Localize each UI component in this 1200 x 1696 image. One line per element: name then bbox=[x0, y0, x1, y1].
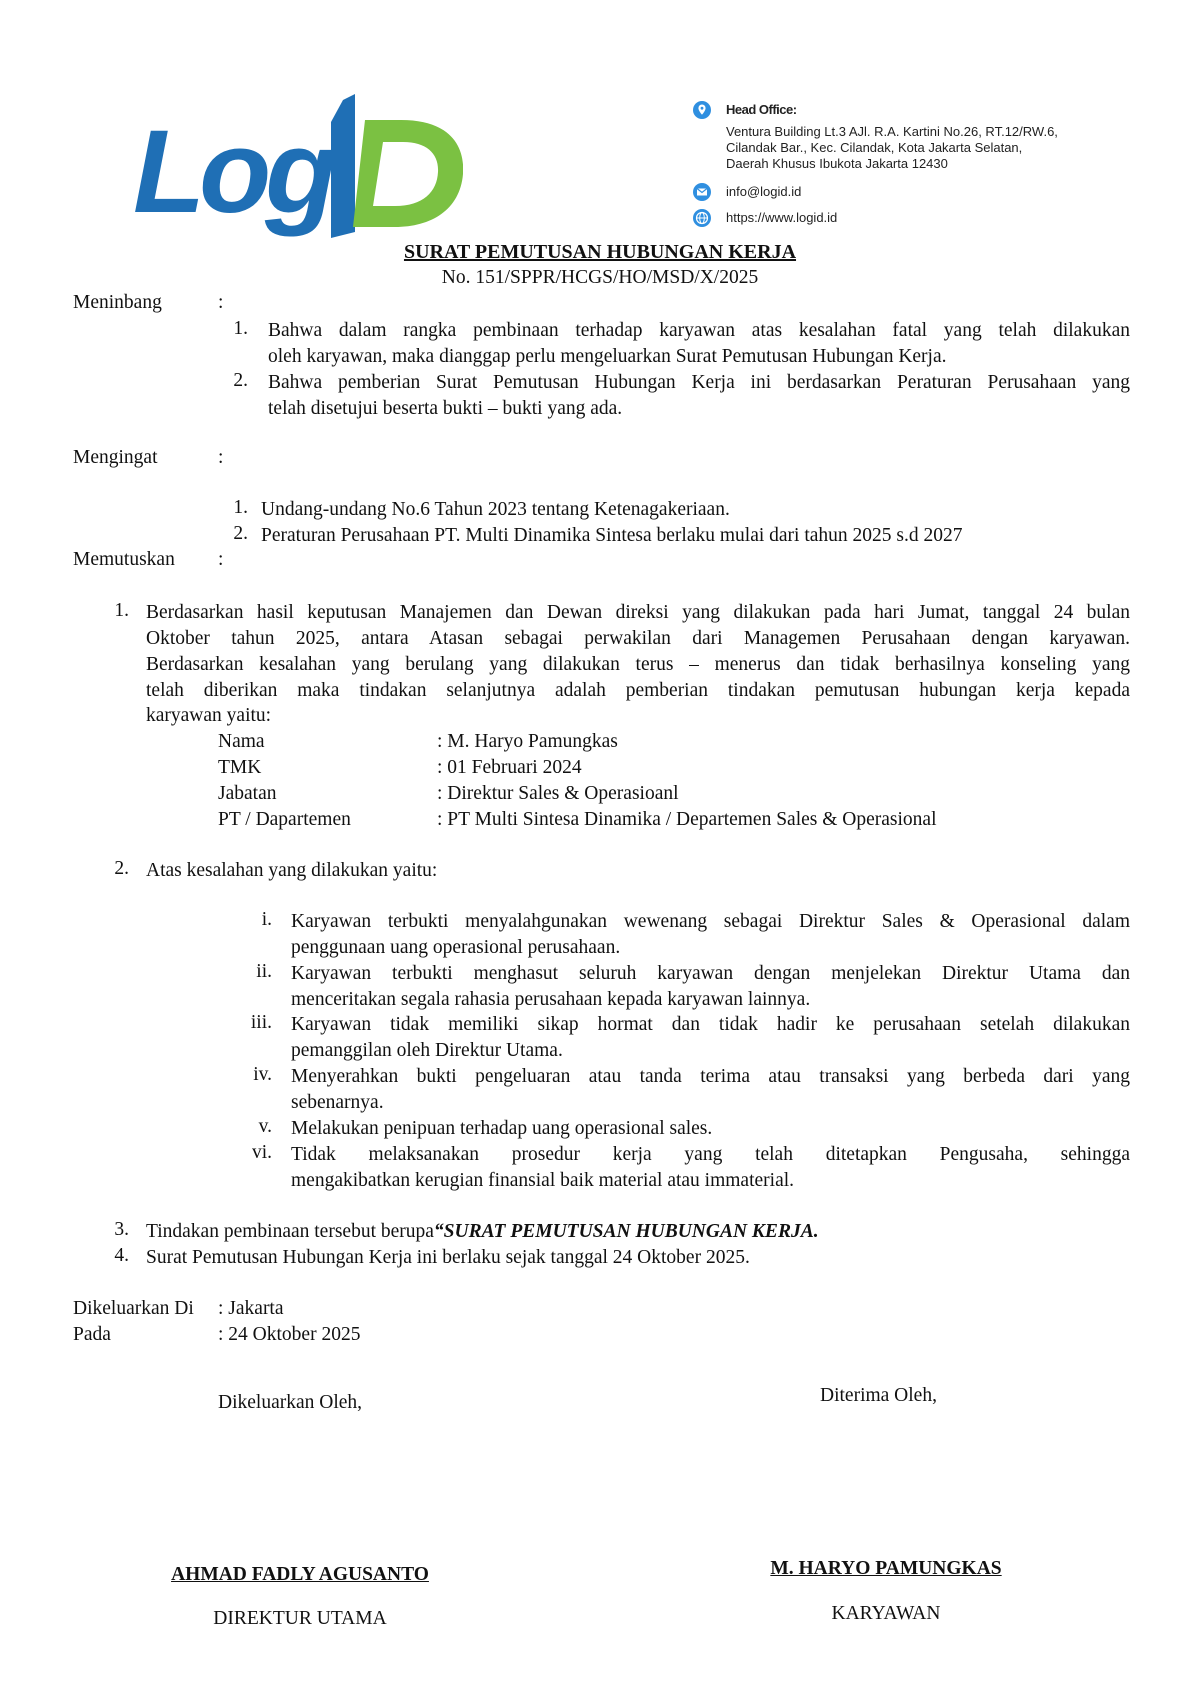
mengingat-2-num: 2. bbox=[233, 523, 248, 544]
decision-1-line-4: telah diberikan maka tindakan selanjutnya adalah pemberian tindakan pemutusan hubungan kerja kepada bbox=[146, 680, 1130, 701]
fault-5-line-1: Melakukan penipuan terhadap uang operasional sales. bbox=[291, 1118, 713, 1139]
fault-3-line-1: Karyawan tidak memiliki sikap hormat dan tidak hadir ke perusahaan setelah dilakukan bbox=[291, 1014, 1130, 1035]
fault-2-line-2: menceritakan segala rahasia perusahaan kepada karyawan lainnya. bbox=[291, 989, 811, 1010]
logid-logo bbox=[133, 92, 463, 242]
issued-place-value: : Jakarta bbox=[218, 1298, 284, 1319]
employee-name-value: : M. Haryo Pamungkas bbox=[437, 731, 618, 752]
issued-date-label: Pada bbox=[73, 1324, 111, 1345]
email-link[interactable]: info@logid.id bbox=[726, 184, 802, 199]
head-office-label: Head Office: bbox=[726, 102, 797, 117]
fault-6-line-2: mengakibatkan kerugian finansial baik material atau immaterial. bbox=[291, 1170, 795, 1191]
fault-2-line-1: Karyawan terbukti menghasut seluruh karyawan dengan menjelekan Direktur Utama dan bbox=[291, 963, 1130, 984]
employee-position-value: : Direktur Sales & Operasioanl bbox=[437, 783, 679, 804]
receiver-name: M. HARYO PAMUNGKAS bbox=[770, 1558, 1002, 1579]
address-line-2: Cilandak Bar., Kec. Cilandak, Kota Jakarta Selatan, bbox=[726, 140, 1023, 155]
decision-3-num: 3. bbox=[114, 1219, 129, 1240]
decision-1-num: 1. bbox=[114, 600, 129, 621]
issuer-caption: Dikeluarkan Oleh, bbox=[218, 1392, 363, 1413]
receiver-caption: Diterima Oleh, bbox=[820, 1385, 937, 1406]
decision-2-num: 2. bbox=[114, 858, 129, 879]
fault-4-num: iv. bbox=[253, 1064, 272, 1085]
menimbang-colon: : bbox=[218, 292, 224, 313]
menimbang-1-num: 1. bbox=[233, 318, 248, 339]
menimbang-2-num: 2. bbox=[233, 370, 248, 391]
location-pin-icon bbox=[692, 100, 712, 120]
employee-name-label: Nama bbox=[218, 731, 265, 752]
address-line-3: Daerah Khusus Ibukota Jakarta 12430 bbox=[726, 156, 948, 171]
menimbang-2-line-2: telah disetujui beserta bukti – bukti yang ada. bbox=[268, 398, 623, 419]
receiver-role: KARYAWAN bbox=[831, 1603, 941, 1624]
issuer-role: DIREKTUR UTAMA bbox=[213, 1608, 387, 1629]
fault-3-line-2: pemanggilan oleh Direktur Utama. bbox=[291, 1040, 563, 1061]
fault-1-num: i. bbox=[261, 909, 272, 930]
menimbang-label: Meninbang bbox=[73, 292, 162, 313]
decision-3-lead: Tindakan pembinaan tersebut berupa bbox=[146, 1221, 434, 1242]
fault-1-line-2: penggunaan uang operasional perusahaan. bbox=[291, 937, 621, 958]
employee-position-label: Jabatan bbox=[218, 783, 277, 804]
decision-1-line-5: karyawan yaitu: bbox=[146, 705, 272, 726]
menimbang-1-line-1: Bahwa dalam rangka pembinaan terhadap karyawan atas kesalahan fatal yang telah dilakukan bbox=[268, 320, 1130, 341]
issued-date-value: : 24 Oktober 2025 bbox=[218, 1324, 361, 1345]
address-line-1: Ventura Building Lt.3 AJl. R.A. Kartini No.26, RT.12/RW.6, bbox=[726, 124, 1058, 139]
fault-4-line-1: Menyerahkan bukti pengeluaran atau tanda terima atau transaksi yang berbeda dari yang bbox=[291, 1066, 1130, 1087]
mengingat-2-text: Peraturan Perusahaan PT. Multi Dinamika Sintesa berlaku mulai dari tahun 2025 s.d 2027 bbox=[261, 525, 963, 546]
letter-number: No. 151/SPPR/HCGS/HO/MSD/X/2025 bbox=[441, 267, 759, 288]
mengingat-label: Mengingat bbox=[73, 447, 158, 468]
fault-3-num: iii. bbox=[250, 1012, 272, 1033]
issued-place-label: Dikeluarkan Di bbox=[73, 1298, 194, 1319]
issuer-name: AHMAD FADLY AGUSANTO bbox=[171, 1564, 429, 1585]
fault-1-line-1: Karyawan terbukti menyalahgunakan wewenang sebagai Direktur Sales & Operasional dalam bbox=[291, 911, 1130, 932]
fault-2-num: ii. bbox=[256, 961, 272, 982]
fault-6-num: vi. bbox=[251, 1142, 272, 1163]
mengingat-1-text: Undang-undang No.6 Tahun 2023 tentang Ketenagakeriaan. bbox=[261, 499, 730, 520]
fault-5-num: v. bbox=[258, 1116, 272, 1137]
employee-tmk-label: TMK bbox=[218, 757, 262, 778]
decision-1-line-1: Berdasarkan hasil keputusan Manajemen dan Dewan direksi yang dilakukan pada hari Jumat, tanggal 24 bulan bbox=[146, 602, 1130, 623]
decision-3-text bbox=[146, 1219, 819, 1245]
mengingat-1-num: 1. bbox=[233, 497, 248, 518]
employee-dept-label: PT / Dapartemen bbox=[218, 809, 351, 830]
memutuskan-label: Memutuskan bbox=[73, 549, 175, 570]
decision-1-line-2: Oktober tahun 2025, antara Atasan sebagai perwakilan dari Managemen Perusahaan dengan karyawan. bbox=[146, 628, 1130, 649]
email-icon bbox=[692, 182, 712, 202]
memutuskan-colon: : bbox=[218, 549, 224, 570]
employee-tmk-value: : 01 Februari 2024 bbox=[437, 757, 582, 778]
website-link[interactable]: https://www.logid.id bbox=[726, 210, 838, 225]
decision-4-text: Surat Pemutusan Hubungan Kerja ini berlaku sejak tanggal 24 Oktober 2025. bbox=[146, 1247, 750, 1268]
menimbang-1-line-2: oleh karyawan, maka dianggap perlu mengeluarkan Surat Pemutusan Hubungan Kerja. bbox=[268, 346, 947, 367]
fault-6-line-1: Tidak melaksanakan prosedur kerja yang telah ditetapkan Pengusaha, sehingga bbox=[291, 1144, 1130, 1165]
decision-2-text: Atas kesalahan yang dilakukan yaitu: bbox=[146, 860, 438, 881]
globe-icon bbox=[692, 208, 712, 228]
decision-3-emphasis: “SURAT PEMUTUSAN HUBUNGAN KERJA. bbox=[433, 1221, 819, 1242]
employee-dept-value: : PT Multi Sintesa Dinamika / Departemen Sales & Operasional bbox=[437, 809, 937, 830]
letter-title: SURAT PEMUTUSAN HUBUNGAN KERJA bbox=[403, 241, 797, 263]
fault-4-line-2: sebenarnya. bbox=[291, 1092, 384, 1113]
menimbang-2-line-1: Bahwa pemberian Surat Pemutusan Hubungan Kerja ini berdasarkan Peraturan Perusahaan yang bbox=[268, 372, 1130, 393]
mengingat-colon: : bbox=[218, 447, 224, 468]
svg-text:Log: Log bbox=[133, 106, 332, 238]
decision-1-line-3: Berdasarkan kesalahan yang berulang yang dilakukan terus – menerus dan tidak berhasilnya konseling yang bbox=[146, 654, 1130, 675]
decision-4-num: 4. bbox=[114, 1245, 129, 1266]
company-contact bbox=[692, 100, 1132, 230]
